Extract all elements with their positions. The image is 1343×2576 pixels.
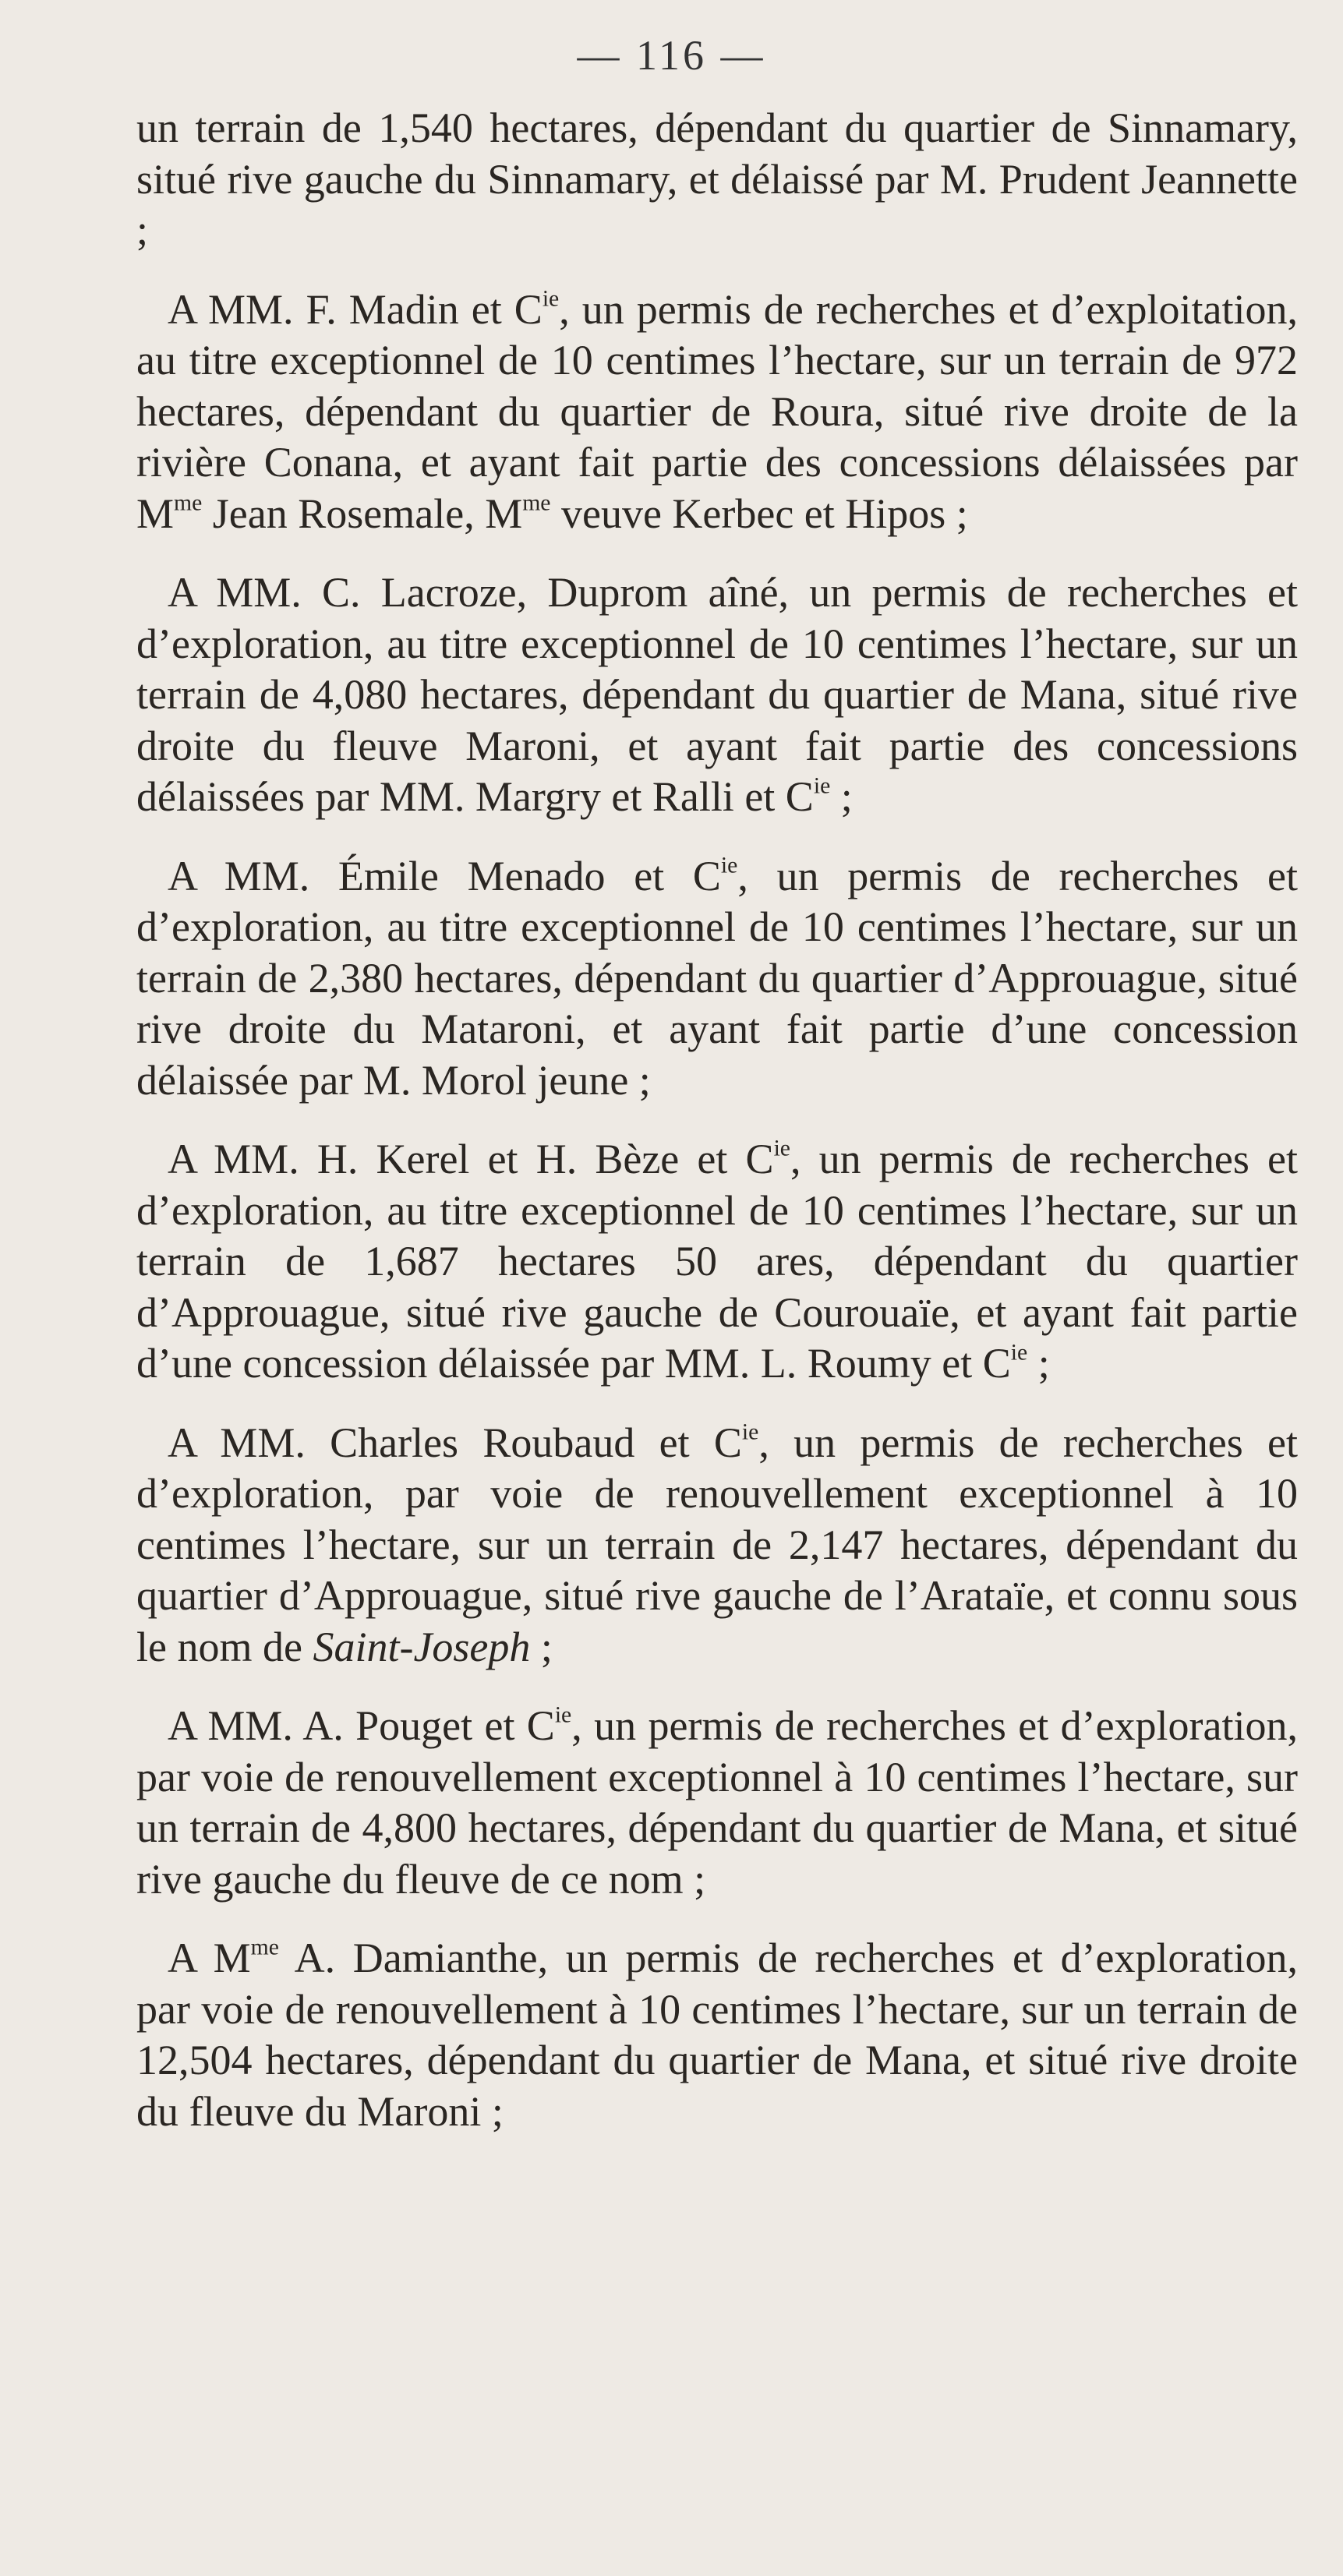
paragraph [136,103,1298,256]
text-run: A. Damianthe, un permis de recherches et d’exploration, par voie de renouvellement à 10 centimes l’hectare, sur un terrain de 12,504 hectares, dépendant du quartier de Mana, et situé rive droite du fleuve du Maroni ; [136,1935,1298,2135]
page-number: — 116 — [577,32,766,79]
text-run: A M [168,1935,251,1981]
text-run: ; [530,1623,553,1670]
paragraph [136,567,1298,823]
text-run: , un permis de recherches et d’exploration, par voie de renouvellement exceptionnel à 10 centimes l’hectare, sur un terrain de 4,800 hectares, dépendant du quartier de Mana, et situé rive gauche du fleuve de ce nom ; [136,1702,1298,1903]
italic-name: Saint-Joseph [313,1623,531,1670]
superscript-abbrev: ie [542,286,560,312]
text-run: A MM. C. Lacroze, Duprom aîné, un permis de recherches et d’exploration, au titre exceptionnel de 10 centimes l’hectare, sur un terrain de 4,080 hectares, dépendant du quartier de Mana, situé rive droite du fleuve Maroni, et ayant fait partie des concessions délaissées par MM. Margry et Ralli et C [136,569,1298,820]
superscript-abbrev: me [250,1935,279,1960]
superscript-abbrev: ie [720,853,738,878]
text-run: A MM. H. Kerel et H. Bèze et C [168,1136,774,1182]
text-run: A MM. Émile Menado et C [168,852,721,899]
text-run: Jean Rosemale, M [202,489,523,537]
paragraph [136,1701,1298,1905]
superscript-abbrev: me [522,490,551,516]
superscript-abbrev: ie [554,1702,572,1728]
text-run: , un permis de recherches et d’exploration, au titre exceptionnel de 10 centimes l’hectare, sur un terrain de 1,687 hectares 50 ares, dépendant du quartier d’Approuague, situé rive gauche de Courouaïe, et ayant fait partie d’une concession délaissée par MM. L. Roumy et C [136,1136,1298,1387]
text-run: A MM. A. Pouget et C [168,1702,555,1749]
text-run: ; [830,773,853,820]
paragraph [136,1134,1298,1390]
superscript-abbrev: ie [813,773,831,799]
superscript-abbrev: ie [1010,1340,1028,1366]
text-run: A MM. F. Madin et C [168,285,543,333]
paragraph [136,1418,1298,1673]
text-run: , un permis de recherches et d’exploration, par voie de renouvellement exceptionnel à 10 centimes l’hectare, sur un terrain de 2,147 hectares, dépendant du quartier d’Approuague, situé rive gauche de l’Arataïe, et connu sous le nom de [136,1419,1298,1670]
text-run: , un permis de recherches et d’exploitation, au titre exceptionnel de 10 centimes l’hectare, sur un terrain de 972 hectares, dépendant du quartier de Roura, situé rive droite de la rivière Conana, et ayant fait partie des concessions délaissées par M [136,285,1298,537]
text-run: A MM. Charles Roubaud et C [168,1419,742,1466]
paragraph [136,851,1298,1107]
body-text [136,103,1298,2165]
superscript-abbrev: me [174,490,203,516]
text-run: ; [1027,1340,1050,1387]
text-run: un terrain de 1,540 hectares, dépendant du quartier de Sinnamary, situé rive gauche du Sinnamary, et délaissé par M. Prudent Jeannette ; [136,104,1298,253]
text-run: , un permis de recherches et d’exploration, au titre exceptionnel de 10 centimes l’hectare, sur un terrain de 2,380 hectares, dépendant du quartier d’Approuague, situé rive droite du Mataroni, et ayant fait partie d’une concession délaissée par M. Morol jeune ; [136,852,1298,1104]
superscript-abbrev: ie [773,1136,790,1161]
paragraph [136,284,1298,540]
superscript-abbrev: ie [741,1419,759,1445]
text-run: veuve Kerbec et Hipos ; [550,489,968,537]
paragraph [136,1933,1298,2137]
